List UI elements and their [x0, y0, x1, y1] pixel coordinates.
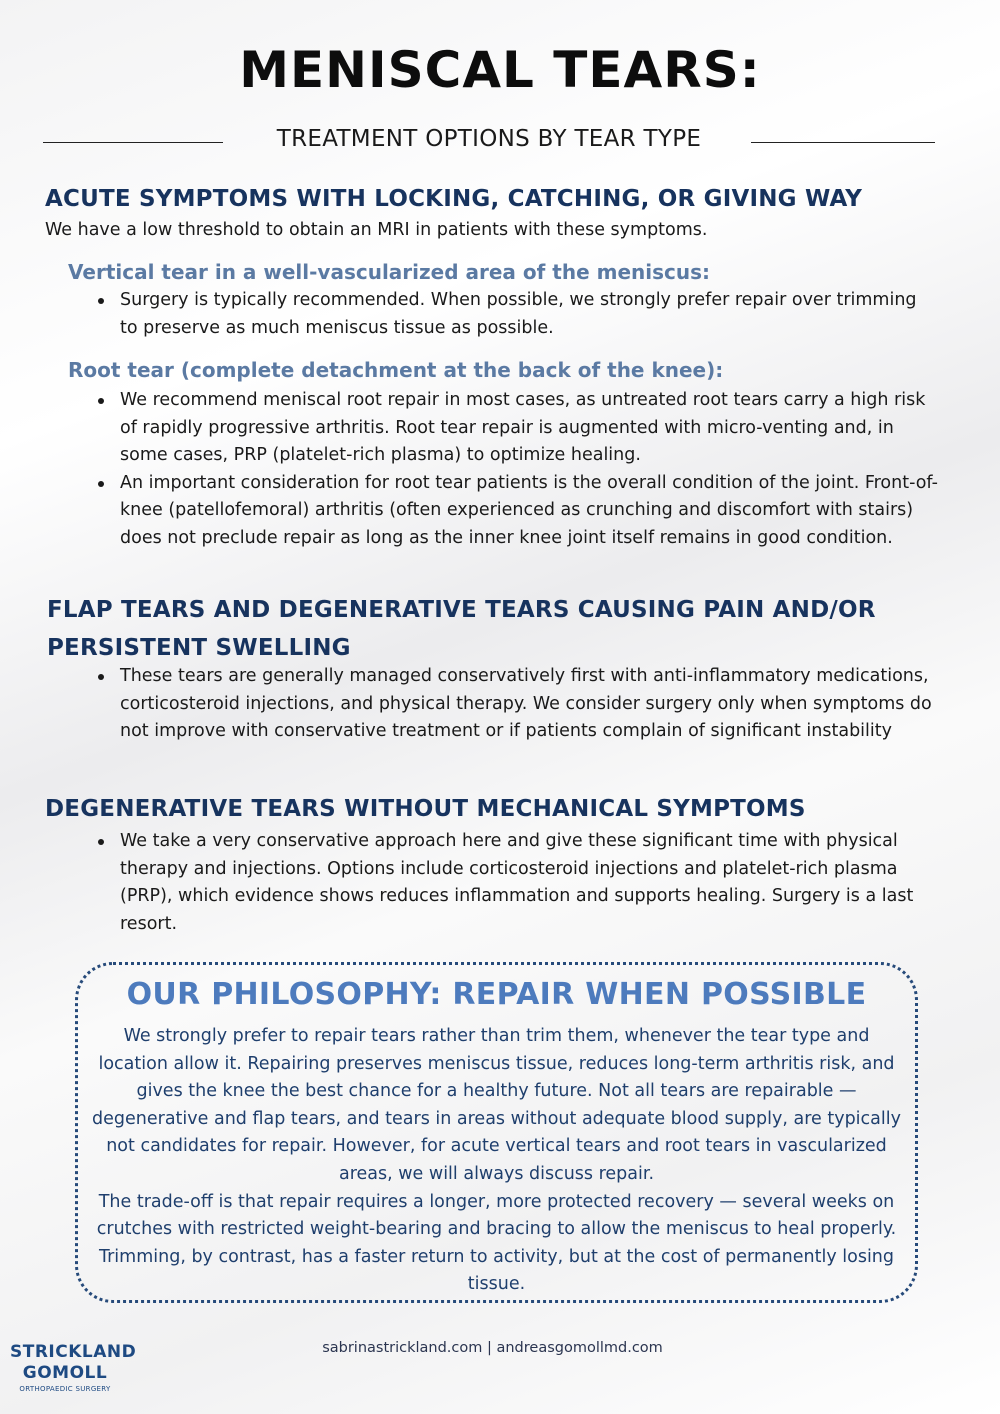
section-heading-flap: [47, 591, 947, 667]
bullet-icon: [98, 839, 104, 845]
subheading-root-tear: Root tear (complete detachment at the back of the knee):: [68, 358, 724, 382]
philosophy-box: [75, 962, 918, 1303]
section-heading-degenerative: DEGENERATIVE TEARS WITHOUT MECHANICAL SYMPTOMS: [45, 796, 806, 822]
page-title: MENISCAL TEARS:: [239, 41, 761, 99]
degenerative-tear-list: [94, 828, 939, 938]
philosophy-title: OUR PHILOSOPHY: REPAIR WHEN POSSIBLE: [126, 977, 867, 1012]
philosophy-body: [90, 1023, 903, 1299]
bullet-icon: [98, 481, 104, 487]
bullet-icon: [98, 298, 104, 304]
page-subtitle: TREATMENT OPTIONS BY TEAR TYPE: [276, 126, 702, 152]
bullet-icon: [98, 398, 104, 404]
section-heading-acute: ACUTE SYMPTOMS WITH LOCKING, CATCHING, OR GIVING WAY: [45, 186, 863, 212]
logo-line-gomoll: GOMOLL: [22, 1363, 108, 1383]
subtitle-row: [43, 126, 935, 158]
list-item-text: These tears are generally managed conservatively first with anti-inflammatory medications, corticosteroid injections, and physical therapy. We consider surgery only when symptoms do not improve with conservative treatment or if patients complain of significant instability: [120, 666, 932, 742]
logo-tagline: ORTHOPAEDIC SURGERY: [19, 1385, 111, 1393]
subheading-vertical-tear: Vertical tear in a well-vascularized area of the meniscus:: [68, 260, 711, 284]
list-item-text: Surgery is typically recommended. When possible, we strongly prefer repair over trimming to preserve as much meniscus tissue as possible.: [120, 290, 917, 338]
section-heading-flap-line1: FLAP TEARS AND DEGENERATIVE TEARS CAUSING PAIN AND/OR: [47, 597, 876, 623]
section-intro-acute: We have a low threshold to obtain an MRI in patients with these symptoms.: [45, 220, 708, 240]
list-item-text: We take a very conservative approach here and give these significant time with physical therapy and injections. Options include corticosteroid injections and platelet-rich plasma (PRP), which evidence shows reduces inflammation and supports healing. Surgery is a last resort.: [120, 831, 914, 934]
bullet-icon: [98, 674, 104, 680]
footer-links: sabrinastrickland.com | andreasgomollmd.com: [322, 1340, 663, 1356]
section-heading-flap-line2: PERSISTENT SWELLING: [47, 635, 351, 661]
list-item-text: We recommend meniscal root repair in most cases, as untreated root tears carry a high risk of rapidly progressive arthritis. Root tear repair is augmented with micro-venting and, in some cases, PRP (platelet-rich plasma) to optimize healing.: [120, 390, 926, 466]
logo-line-strickland: STRICKLAND: [10, 1342, 137, 1362]
list-item: [94, 470, 939, 553]
list-item-text: An important consideration for root tear patients is the overall condition of the joint. Front-of-knee (patellofemoral) arthritis (often experienced as crunching and discomfort with stairs) does not preclude repair as long as the inner knee joint itself remains in good condition.: [120, 472, 938, 548]
vertical-tear-list: [94, 287, 939, 342]
list-item: [94, 287, 939, 342]
subtitle-right-rule: [751, 142, 935, 143]
flap-tear-list: [94, 663, 939, 746]
philosophy-paragraph-2: The trade-off is that repair requires a longer, more protected recovery — several weeks on crutches with restricted weight-bearing and bracing to allow the meniscus to heal properly. Trimming, by contrast, has a faster return to activity, but at the cost of permanently losing tissue.: [96, 1191, 897, 1295]
list-item: [94, 828, 939, 938]
root-tear-list: [94, 387, 939, 553]
philosophy-paragraph-1: We strongly prefer to repair tears rather than trim them, whenever the tear type and location allow it. Repairing preserves meniscus tissue, reduces long-term arthritis risk, and gives the knee the best chance for a healthy future. Not all tears are repairable — degenerative and flap tears, and tears in areas without adequate blood supply, are typically not candidates for repair. However, for acute vertical tears and root tears in vascularized areas, we will always discuss repair.: [92, 1026, 901, 1184]
list-item: [94, 663, 939, 746]
list-item: [94, 387, 939, 470]
